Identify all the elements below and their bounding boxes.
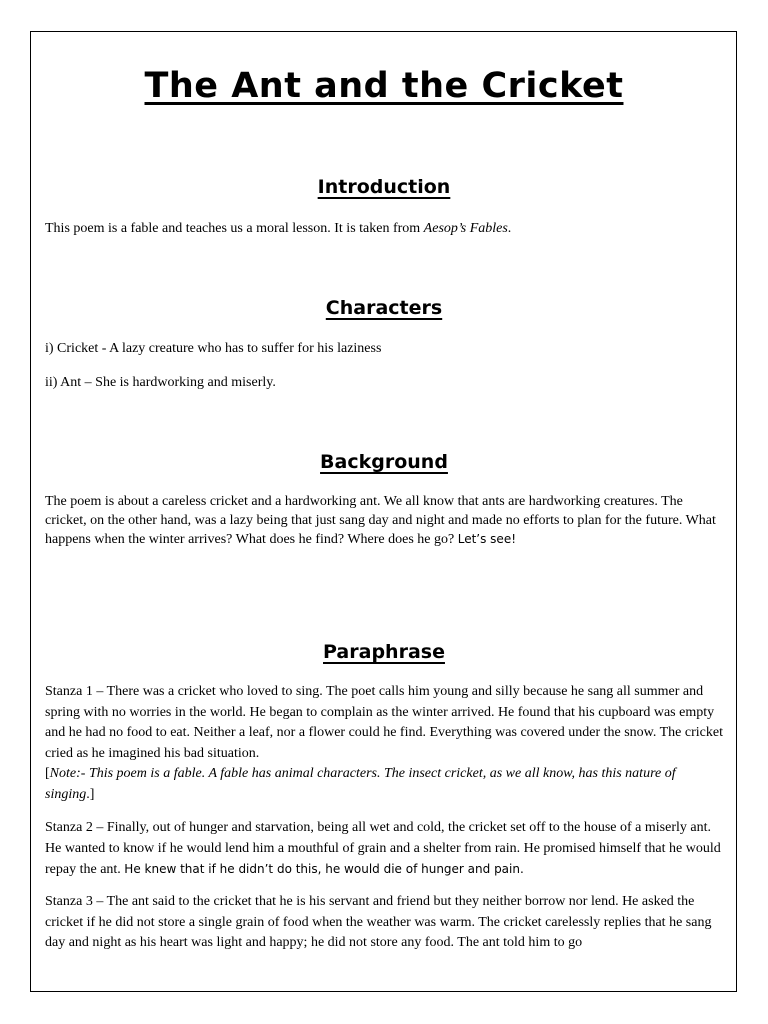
- background-heading: Background: [320, 451, 448, 473]
- paraphrase-heading: Paraphrase: [323, 641, 445, 663]
- stanza-2-text: Stanza 2 – Finally, out of hunger and starvation, being all wet and cold, the cricket set off to the house of a miserly ant. He wanted to know if he would lend him a mouthful of grain and a shelter from rain. He promised himself that he would repay the ant.: [45, 820, 721, 878]
- background-text: [45, 492, 725, 549]
- character-ant: ii) Ant – She is hardworking and miserly.: [45, 375, 276, 390]
- intro-text-before: This poem is a fable and teaches us a moral lesson. It is taken from: [45, 221, 424, 236]
- stanza-1-text: Stanza 1 – There was a cricket who loved to sing. The poet calls him young and silly because he sang all summer and spring with no worries in the world. He began to complain as the winter arrived. He found that his cupboard was empty and he had no food to eat. Neither a leaf, nor a flower could he find. Everything was covered under the snow. The cricket cried as he imagined his bad situation.: [45, 684, 723, 761]
- note-open: [: [45, 766, 50, 782]
- introduction-heading: Introduction: [317, 176, 451, 198]
- stanza-3: Stanza 3 – The ant said to the cricket that he is his servant and friend but they neither borrow nor lend. He asked the cricket if he did not store a single grain of food when the weather was warm. The cricket carelessly replies that he sang day and night as his heart was light and happy; he did not store any food. The ant told him to go: [45, 894, 712, 951]
- intro-source: Aesop’s Fables: [423, 221, 508, 236]
- note-close: .]: [86, 786, 95, 802]
- stanza-1: [45, 682, 725, 806]
- stanza-2: [45, 818, 725, 881]
- intro-text-after: .: [507, 221, 512, 236]
- note-text: Note:- This poem is a fable. A fable has animal characters. The insect cricket, as we all know, has this nature of singing: [45, 766, 676, 802]
- background-body: The poem is about a careless cricket and a hardworking ant. We all know that ants are hardworking creatures. The cricket, on the other hand, was a lazy being that just sang day and night and made no efforts to plan for the future. What happens when the winter arrives? What does he find? Where does he go?: [45, 494, 716, 547]
- document-title: The Ant and the Cricket: [144, 66, 624, 106]
- character-cricket: i) Cricket - A lazy creature who has to suffer for his laziness: [45, 341, 382, 356]
- introduction-text: [45, 219, 725, 238]
- background-tail: Let’s see!: [457, 532, 517, 546]
- characters-heading: Characters: [325, 297, 443, 319]
- stanza-2-tail: He knew that if he didn’t do this, he would die of hunger and pain.: [124, 862, 524, 877]
